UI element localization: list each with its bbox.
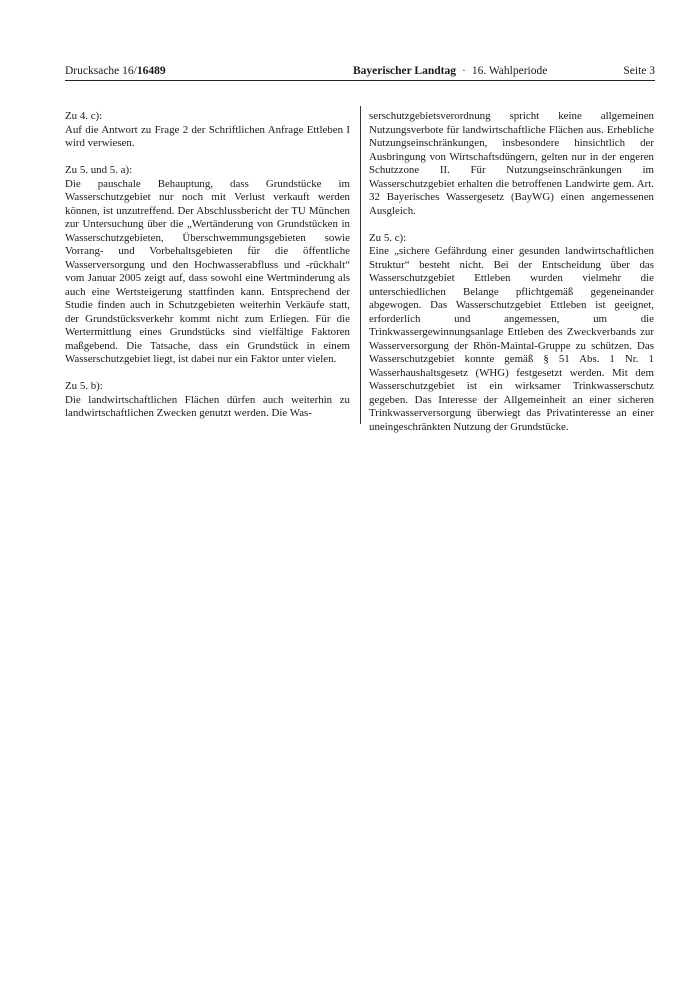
document-reference [65, 64, 166, 78]
paragraph-text: Eine „sichere Gefährdung einer gesunden landwirtschaftlichen Struktur“ besteht nicht. Bei der Entscheidung über das Wasserschutzgebiet Ettleben wurden vielmehr die unterschiedlichen Belange pflichtgemäß gegeneinander abgewogen. Das Wasserschutzgebiet Ettleben ist geeignet, erforderlich und angemessen, um die Trinkwassergewinnungsanlage Ettleben des Zweckverbands zur Wasserversorgung der Rhön-Maintal-Gruppe zu schützen. Das Wasserschutzgebiet konnte gemäß § 51 Abs. 1 Nr. 1 Wasserhaushaltsgesetz (WHG) festgesetzt werden. Mit dem Wasserschutzgebiet ist ein wirksamer Trinkwasserschutz gegeben. Das Interesse der Allgemeinheit an einer sicheren Trinkwasserversorgung überwiegt das Privatinteresse an einer uneingeschränkten Nutzung der Grundstücke. [369, 245, 654, 433]
parliament-name: Bayerischer Landtag [353, 65, 456, 77]
legislative-period: 16. Wahlperiode [471, 65, 548, 77]
paragraph [369, 232, 654, 435]
paragraph [65, 110, 350, 151]
doc-label: Drucksache 16/ [65, 65, 137, 77]
paragraph-heading: Zu 5. und 5. a): [65, 164, 133, 176]
paragraph [65, 380, 350, 421]
paragraph-text: Die landwirtschaftlichen Flächen dürfen auch weiterhin zu landwirtschaftlichen Zwecken genutzt werden. Die Was- [65, 393, 350, 419]
page-number: Seite 3 [623, 65, 655, 77]
paragraph-heading: Zu 4. c): [65, 110, 103, 122]
paragraph [65, 164, 350, 367]
left-column [65, 110, 350, 434]
parliament-info [353, 64, 547, 78]
paragraph-text: Die pauschale Behauptung, dass Grundstücke im Wasserschutzgebiet nur noch mit Verlust verkauft werden können, ist unzutreffend. Der Abschlussbericht der TU München zur Untersuchung über die „Wertänderung von Grundstücken in Wasserschutzgebieten, Überschwemmungsgebieten sowie Vorrang- und Vorbehaltsgebieten für die öffentliche Wasserversorgung und den Hochwasserabfluss und -rückhalt“ vom Januar 2005 zeigt auf, dass sowohl eine Wertminderung als auch eine Wertsteigerung stattfinden kann. Entsprechend der Studie finden auch in Schutzgebieten weiterhin Verkäufe statt, der Grundstücksverkehr kommt nicht zum Erliegen. Für die Wertermittlung eines Grundstücks sind vielfältige Faktoren maßgebend. Die Tatsache, dass ein Grundstück in einem Wasserschutzgebiet liegt, ist dabei nur ein Faktor unter vielen. [65, 177, 350, 365]
paragraph-text: Auf die Antwort zu Frage 2 der Schriftlichen Anfrage Ettleben I wird verwiesen. [65, 123, 350, 149]
doc-number: 16489 [136, 65, 166, 77]
paragraph [369, 110, 654, 218]
column-divider [360, 106, 361, 424]
header-rule [65, 80, 655, 81]
paragraph-text: serschutzgebietsverordnung spricht keine allgemeinen Nutzungsverbote für landwirtschaftliche Flächen aus. Erhebliche Nutzungseinschränkungen, insbesondere hinsichtlich der Ausbringung von Wirtschaftsdüngern, gelten nur in der engeren Schutzzone II. Für Nutzungseinschränkungen im Wasserschutzgebiet erhalten die betroffenen Landwirte gem. Art. 32 Bayerisches Wassergesetz (BayWG) einen angemessenen Ausgleich. [369, 110, 654, 217]
header-separator: · [461, 65, 466, 77]
page-header [65, 64, 655, 80]
paragraph-heading: Zu 5. b): [65, 380, 103, 392]
paragraph-heading: Zu 5. c): [369, 231, 407, 244]
right-column [369, 110, 654, 448]
